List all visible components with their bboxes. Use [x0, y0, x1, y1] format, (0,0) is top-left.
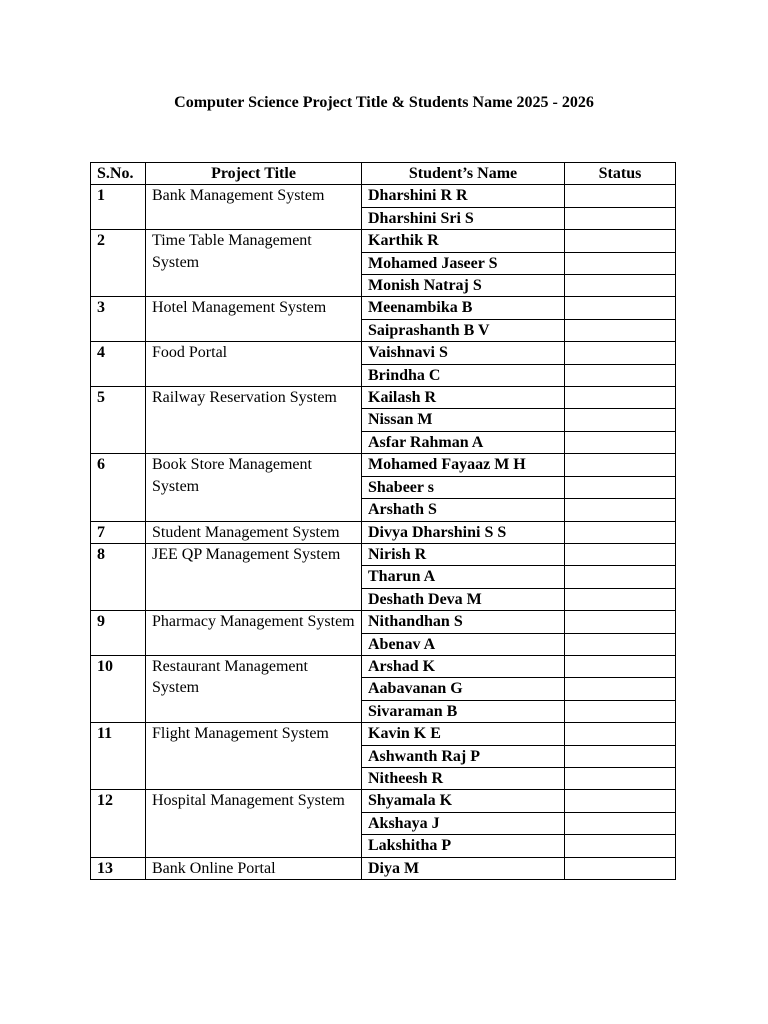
project-title: Railway Reservation System — [146, 387, 362, 454]
student-name: Aabavanan G — [362, 678, 565, 700]
table-row — [91, 611, 676, 633]
student-name: Dharshini R R — [362, 185, 565, 207]
table-row — [91, 521, 676, 543]
status-cell — [565, 857, 676, 879]
status-cell — [565, 633, 676, 655]
header-sno: S.No. — [91, 163, 146, 185]
status-cell — [565, 252, 676, 274]
status-cell — [565, 499, 676, 521]
status-cell — [565, 588, 676, 610]
student-name: Arshad K — [362, 655, 565, 677]
project-title: Food Portal — [146, 342, 362, 387]
status-cell — [565, 812, 676, 834]
table-row — [91, 297, 676, 319]
header-students: Student’s Name — [362, 163, 565, 185]
projects-table — [90, 162, 676, 880]
student-name: Brindha C — [362, 364, 565, 386]
status-cell — [565, 319, 676, 341]
status-cell — [565, 655, 676, 677]
project-number: 6 — [91, 454, 146, 521]
status-cell — [565, 342, 676, 364]
student-name: Diya M — [362, 857, 565, 879]
table-row — [91, 342, 676, 364]
student-name: Kavin K E — [362, 723, 565, 745]
table-row — [91, 857, 676, 879]
student-name: Monish Natraj S — [362, 275, 565, 297]
status-cell — [565, 767, 676, 789]
status-cell — [565, 275, 676, 297]
project-title: Hospital Management System — [146, 790, 362, 857]
project-title: JEE QP Management System — [146, 543, 362, 610]
table-row — [91, 454, 676, 476]
status-cell — [565, 700, 676, 722]
project-number: 4 — [91, 342, 146, 387]
status-cell — [565, 409, 676, 431]
student-name: Ashwanth Raj P — [362, 745, 565, 767]
student-name: Meenambika B — [362, 297, 565, 319]
project-number: 12 — [91, 790, 146, 857]
project-number: 3 — [91, 297, 146, 342]
status-cell — [565, 521, 676, 543]
project-number: 10 — [91, 655, 146, 722]
project-number: 8 — [91, 543, 146, 610]
student-name: Dharshini Sri S — [362, 207, 565, 229]
document-title: Computer Science Project Title & Students Name 2025 - 2026 — [174, 94, 594, 111]
project-number: 2 — [91, 230, 146, 297]
table-row — [91, 185, 676, 207]
student-name: Vaishnavi S — [362, 342, 565, 364]
project-number: 7 — [91, 521, 146, 543]
status-cell — [565, 431, 676, 453]
student-name: Divya Dharshini S S — [362, 521, 565, 543]
status-cell — [565, 230, 676, 252]
student-name: Nitheesh R — [362, 767, 565, 789]
status-cell — [565, 678, 676, 700]
status-cell — [565, 364, 676, 386]
status-cell — [565, 454, 676, 476]
project-title: Time Table Management System — [146, 230, 362, 297]
project-title: Hotel Management System — [146, 297, 362, 342]
header-project-title: Project Title — [146, 163, 362, 185]
project-title: Pharmacy Management System — [146, 611, 362, 656]
table-body — [91, 185, 676, 880]
table-row — [91, 387, 676, 409]
student-name: Saiprashanth B V — [362, 319, 565, 341]
status-cell — [565, 790, 676, 812]
table-row — [91, 543, 676, 565]
student-name: Abenav A — [362, 633, 565, 655]
status-cell — [565, 835, 676, 857]
status-cell — [565, 745, 676, 767]
status-cell — [565, 207, 676, 229]
student-name: Asfar Rahman A — [362, 431, 565, 453]
student-name: Nithandhan S — [362, 611, 565, 633]
student-name: Sivaraman B — [362, 700, 565, 722]
table-row — [91, 655, 676, 677]
project-title: Book Store Management System — [146, 454, 362, 521]
project-title: Student Management System — [146, 521, 362, 543]
project-number: 9 — [91, 611, 146, 656]
project-number: 13 — [91, 857, 146, 879]
student-name: Nirish R — [362, 543, 565, 565]
student-name: Mohamed Jaseer S — [362, 252, 565, 274]
student-name: Arshath S — [362, 499, 565, 521]
student-name: Shabeer s — [362, 476, 565, 498]
status-cell — [565, 387, 676, 409]
project-title: Bank Management System — [146, 185, 362, 230]
project-title: Bank Online Portal — [146, 857, 362, 879]
project-number: 5 — [91, 387, 146, 454]
table-row — [91, 723, 676, 745]
table-row — [91, 790, 676, 812]
student-name: Akshaya J — [362, 812, 565, 834]
status-cell — [565, 185, 676, 207]
status-cell — [565, 476, 676, 498]
student-name: Kailash R — [362, 387, 565, 409]
project-title: Restaurant Management System — [146, 655, 362, 722]
status-cell — [565, 611, 676, 633]
header-status: Status — [565, 163, 676, 185]
project-number: 11 — [91, 723, 146, 790]
table-header-row — [91, 163, 676, 185]
project-title: Flight Management System — [146, 723, 362, 790]
student-name: Nissan M — [362, 409, 565, 431]
student-name: Tharun A — [362, 566, 565, 588]
student-name: Lakshitha P — [362, 835, 565, 857]
student-name: Karthik R — [362, 230, 565, 252]
student-name: Mohamed Fayaaz M H — [362, 454, 565, 476]
table-row — [91, 230, 676, 252]
status-cell — [565, 723, 676, 745]
status-cell — [565, 543, 676, 565]
status-cell — [565, 297, 676, 319]
status-cell — [565, 566, 676, 588]
student-name: Deshath Deva M — [362, 588, 565, 610]
project-number: 1 — [91, 185, 146, 230]
student-name: Shyamala K — [362, 790, 565, 812]
